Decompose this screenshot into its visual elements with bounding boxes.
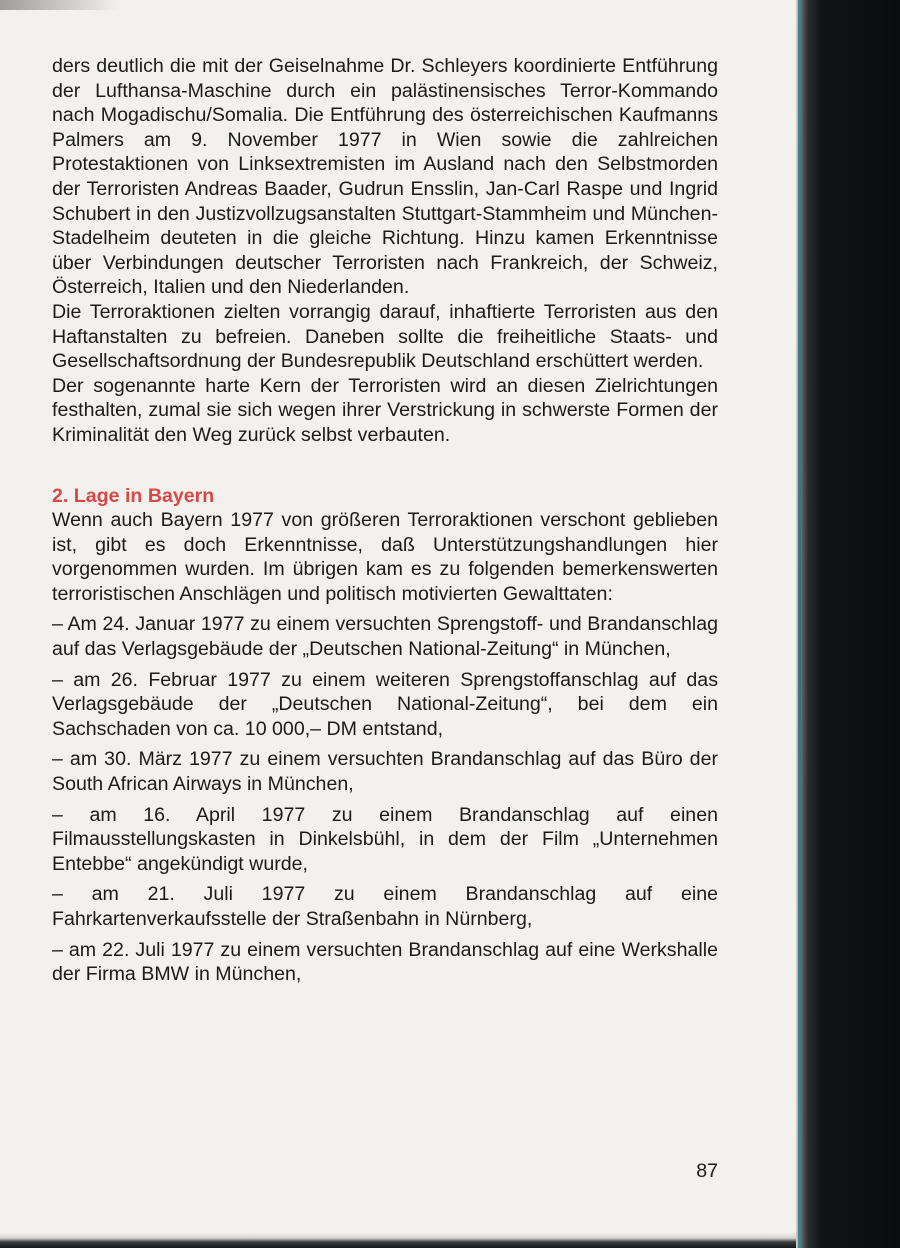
- list-item: – am 26. Februar 1977 zu einem weiteren Sprengstoffanschlag auf das Verlagsgebäude der „Deutschen National-Zeitung“, bei dem ein Sachschaden von ca. 10 000,– DM entstand,: [52, 668, 718, 740]
- list-item: – am 30. März 1977 zu einem versuchten Brandanschlag auf das Büro der South African Airways in München,: [52, 748, 718, 796]
- page-number: 87: [696, 1160, 718, 1182]
- scan-shadow-top: [0, 0, 120, 10]
- document-page: [52, 54, 718, 987]
- book-spine-edge: [796, 0, 900, 1248]
- list-item: – am 21. Juli 1977 zu einem Brandanschlag auf eine Fahrkartenverkaufsstelle der Straßenbahn in Nürnberg,: [52, 883, 718, 930]
- section-heading: 2. Lage in Bayern: [52, 484, 215, 507]
- paragraph: Der sogenannte harte Kern der Terroristen wird an diesen Zielrichtungen festhalten, zumal sie sich wegen ihrer Verstrickung in schwerste Formen der Kriminalität den Weg zurück selbst verbauten.: [52, 374, 718, 446]
- list-item: – am 22. Juli 1977 zu einem versuchten Brandanschlag auf eine Werkshalle der Firma BMW in München,: [52, 938, 718, 986]
- section-intro: Wenn auch Bayern 1977 von größeren Terroraktionen verschont geblieben ist, gibt es doch Erkenntnisse, daß Unterstützungshandlungen hier vorgenommen wurden. Im übrigen kam es zu folgenden bemerkenswerten terroristischen Anschlägen und politisch motivierten Gewalttaten:: [52, 509, 718, 605]
- scan-shadow-bottom: [0, 1232, 796, 1248]
- list-item: – Am 24. Januar 1977 zu einem versuchten Sprengstoff- und Brandanschlag auf das Verlagsgebäude der „Deutschen National-Zeitung“ in München,: [52, 613, 718, 661]
- paragraph: ders deutlich die mit der Geiselnahme Dr. Schleyers koordinierte Entführung der Lufthansa-Maschine durch ein palästinensisches Terror-Kommando nach Mogadischu/Somalia. Die Entführung des österreichischen Kaufmanns Palmers am 9. November 1977 in Wien sowie die zahlreichen Protestaktionen von Linksextremisten im Ausland nach den Selbstmorden der Terroristen Andreas Baader, Gudrun Ensslin, Jan-Carl Raspe und Ingrid Schubert in den Justizvollzugsanstalten Stuttgart-Stammheim und München-Stadelheim deuteten in die gleiche Richtung. Hinzu kamen Erkenntnisse über Verbindungen deutscher Terroristen nach Frankreich, der Schweiz, Österreich, Italien und den Niederlanden.: [52, 55, 718, 299]
- paragraph: Die Terroraktionen zielten vorrangig darauf, inhaftierte Terroristen aus den Haftanstalten zu befreien. Daneben sollte die freiheitliche Staats- und Gesellschaftsordnung der Bundesrepublik Deutschland erschüttert werden.: [52, 300, 718, 373]
- book-cover-edge: [798, 0, 801, 1248]
- list-item: – am 16. April 1977 zu einem Brandanschlag auf einen Filmausstellungskasten in Dinkelsbühl, in dem der Film „Unternehmen Entebbe“ angekündigt wurde,: [52, 803, 718, 875]
